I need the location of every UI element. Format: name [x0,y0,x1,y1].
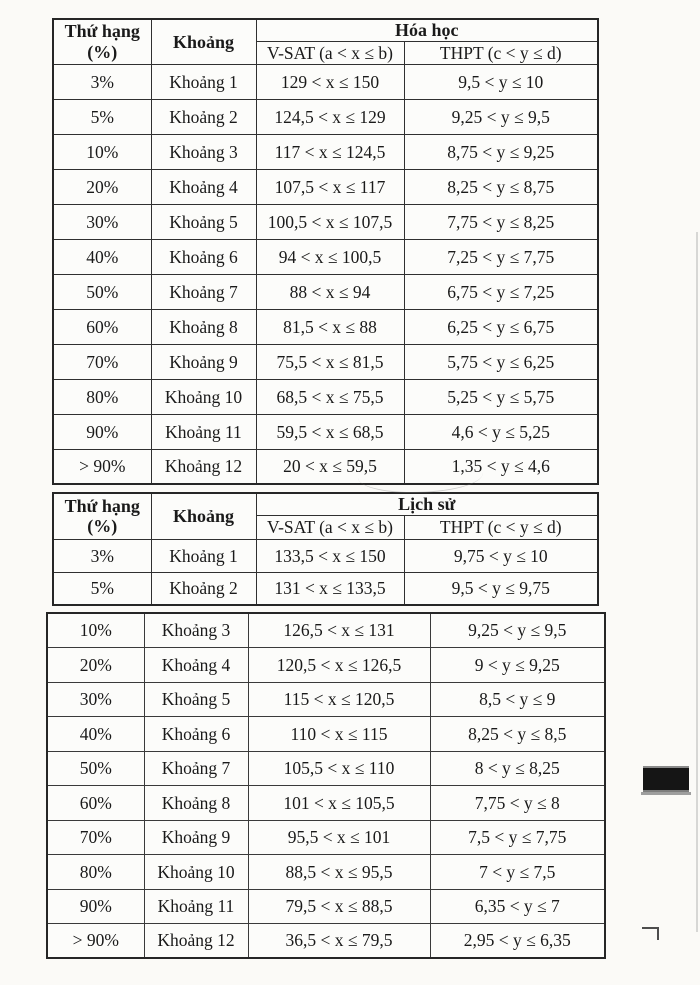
table-row [53,134,598,169]
subject-header-chemistry: Hóa học [256,19,598,41]
scan-smudge-curve [358,458,483,493]
chemistry-table-body [53,64,598,484]
table-row [53,344,598,379]
table-row [53,449,598,484]
rank-cell: 3% [53,64,151,99]
vsat-cell: 117 < x ≤ 124,5 [256,134,404,169]
table-row [47,820,605,855]
rank-column-header [53,19,151,64]
range-cell: Khoảng 9 [144,820,248,855]
table-row [47,613,605,648]
table-row [47,648,605,683]
rank-cell: > 90% [47,924,144,959]
range-cell: Khoảng 7 [144,751,248,786]
vsat-cell: 101 < x ≤ 105,5 [248,786,430,821]
table-row [53,204,598,239]
thpt-cell: 7,75 < y ≤ 8,25 [404,204,598,239]
thpt-cell: 7,5 < y ≤ 7,75 [430,820,605,855]
vsat-cell: 124,5 < x ≤ 129 [256,99,404,134]
table-row [47,786,605,821]
rank-cell: 70% [47,820,144,855]
rank-column-header [53,493,151,539]
thpt-cell: 9 < y ≤ 9,25 [430,648,605,683]
table-row [53,309,598,344]
vsat-cell: 110 < x ≤ 115 [248,717,430,752]
vsat-cell: 20 < x ≤ 59,5 [256,449,404,484]
rank-cell: 20% [47,648,144,683]
vsat-column-header: V-SAT (a < x ≤ b) [256,515,404,539]
range-cell: Khoảng 3 [151,134,256,169]
table-row [47,889,605,924]
thpt-cell: 8,5 < y ≤ 9 [430,682,605,717]
rank-cell: 40% [53,239,151,274]
thpt-cell: 6,75 < y ≤ 7,25 [404,274,598,309]
thpt-cell: 8 < y ≤ 8,25 [430,751,605,786]
range-cell: Khoảng 10 [144,855,248,890]
rank-cell: 60% [53,309,151,344]
range-cell: Khoảng 3 [144,613,248,648]
table-row [47,717,605,752]
range-cell: Khoảng 6 [151,239,256,274]
vsat-cell: 100,5 < x ≤ 107,5 [256,204,404,239]
range-cell: Khoảng 5 [144,682,248,717]
table-row [53,414,598,449]
table-row [53,379,598,414]
history-score-table-top [52,492,599,606]
table-row [47,855,605,890]
vsat-cell: 68,5 < x ≤ 75,5 [256,379,404,414]
rank-cell: 20% [53,169,151,204]
thpt-column-header: THPT (c < y ≤ d) [404,515,598,539]
history-table-body-continued [47,613,605,958]
thpt-cell: 7,25 < y ≤ 7,75 [404,239,598,274]
vsat-cell: 120,5 < x ≤ 126,5 [248,648,430,683]
rank-cell: 30% [53,204,151,239]
range-cell: Khoảng 6 [144,717,248,752]
range-cell: Khoảng 12 [151,449,256,484]
range-cell: Khoảng 1 [151,64,256,99]
rank-header-line2: (%) [87,516,118,537]
thpt-column-header: THPT (c < y ≤ d) [404,41,598,64]
table-row [53,169,598,204]
range-cell: Khoảng 1 [151,539,256,572]
vsat-cell: 95,5 < x ≤ 101 [248,820,430,855]
range-cell: Khoảng 2 [151,572,256,605]
table-row [47,682,605,717]
table-row [47,751,605,786]
range-cell: Khoảng 11 [151,414,256,449]
page-edge-scan-line [696,232,698,932]
thpt-cell: 2,95 < y ≤ 6,35 [430,924,605,959]
range-cell: Khoảng 12 [144,924,248,959]
vsat-column-header: V-SAT (a < x ≤ b) [256,41,404,64]
rank-cell: 70% [53,344,151,379]
thpt-cell: 6,35 < y ≤ 7 [430,889,605,924]
vsat-cell: 133,5 < x ≤ 150 [256,539,404,572]
thpt-cell: 8,75 < y ≤ 9,25 [404,134,598,169]
subject-header-history: Lịch sử [256,493,598,515]
rank-cell: 3% [53,539,151,572]
rank-header-line1: Thứ hạng [64,21,140,42]
range-cell: Khoảng 2 [151,99,256,134]
thpt-cell: 8,25 < y ≤ 8,5 [430,717,605,752]
vsat-cell: 59,5 < x ≤ 68,5 [256,414,404,449]
range-cell: Khoảng 8 [144,786,248,821]
table-row [47,924,605,959]
history-table-body-top [53,539,598,605]
range-cell: Khoảng 7 [151,274,256,309]
thpt-cell: 9,5 < y ≤ 10 [404,64,598,99]
thpt-cell: 9,25 < y ≤ 9,5 [430,613,605,648]
vsat-cell: 115 < x ≤ 120,5 [248,682,430,717]
rank-cell: 30% [47,682,144,717]
table-row [53,64,598,99]
vsat-cell: 131 < x ≤ 133,5 [256,572,404,605]
rank-cell: 10% [47,613,144,648]
table-row [53,572,598,605]
thpt-cell: 5,75 < y ≤ 6,25 [404,344,598,379]
vsat-cell: 94 < x ≤ 100,5 [256,239,404,274]
table-row [53,539,598,572]
thpt-cell: 4,6 < y ≤ 5,25 [404,414,598,449]
rank-cell: 50% [47,751,144,786]
thpt-cell: 9,25 < y ≤ 9,5 [404,99,598,134]
thpt-cell: 5,25 < y ≤ 5,75 [404,379,598,414]
range-cell: Khoảng 9 [151,344,256,379]
thpt-cell: 6,25 < y ≤ 6,75 [404,309,598,344]
thpt-cell: 9,75 < y ≤ 10 [404,539,598,572]
thpt-cell: 7,75 < y ≤ 8 [430,786,605,821]
vsat-cell: 129 < x ≤ 150 [256,64,404,99]
rank-cell: 5% [53,99,151,134]
range-cell: Khoảng 11 [144,889,248,924]
rank-cell: 5% [53,572,151,605]
vsat-cell: 75,5 < x ≤ 81,5 [256,344,404,379]
rank-header-line1: Thứ hạng [64,495,140,516]
rank-cell: > 90% [53,449,151,484]
range-cell: Khoảng 4 [151,169,256,204]
chemistry-score-table [52,18,599,485]
rank-cell: 80% [53,379,151,414]
rank-cell: 40% [47,717,144,752]
vsat-cell: 88 < x ≤ 94 [256,274,404,309]
rank-cell: 80% [47,855,144,890]
range-column-header: Khoảng [151,19,256,64]
range-cell: Khoảng 5 [151,204,256,239]
history-score-table-continued [46,612,606,959]
rank-header-line2: (%) [87,41,118,62]
table-row [53,239,598,274]
range-cell: Khoảng 8 [151,309,256,344]
vsat-cell: 105,5 < x ≤ 110 [248,751,430,786]
thpt-cell: 1,35 < y ≤ 4,6 [404,449,598,484]
rank-cell: 60% [47,786,144,821]
vsat-cell: 81,5 < x ≤ 88 [256,309,404,344]
vsat-cell: 126,5 < x ≤ 131 [248,613,430,648]
rank-cell: 10% [53,134,151,169]
rank-cell: 50% [53,274,151,309]
thpt-cell: 9,5 < y ≤ 9,75 [404,572,598,605]
range-cell: Khoảng 10 [151,379,256,414]
thpt-cell: 7 < y ≤ 7,5 [430,855,605,890]
thpt-cell: 8,25 < y ≤ 8,75 [404,169,598,204]
vsat-cell: 107,5 < x ≤ 117 [256,169,404,204]
range-column-header: Khoảng [151,493,256,539]
range-cell: Khoảng 4 [144,648,248,683]
vsat-cell: 79,5 < x ≤ 88,5 [248,889,430,924]
redaction-underline-mark [641,792,691,795]
table-row [53,99,598,134]
table-row [53,274,598,309]
rank-cell: 90% [53,414,151,449]
rank-cell: 90% [47,889,144,924]
vsat-cell: 88,5 < x ≤ 95,5 [248,855,430,890]
vsat-cell: 36,5 < x ≤ 79,5 [248,924,430,959]
redaction-mark [643,766,689,792]
crop-corner-icon [642,927,659,940]
